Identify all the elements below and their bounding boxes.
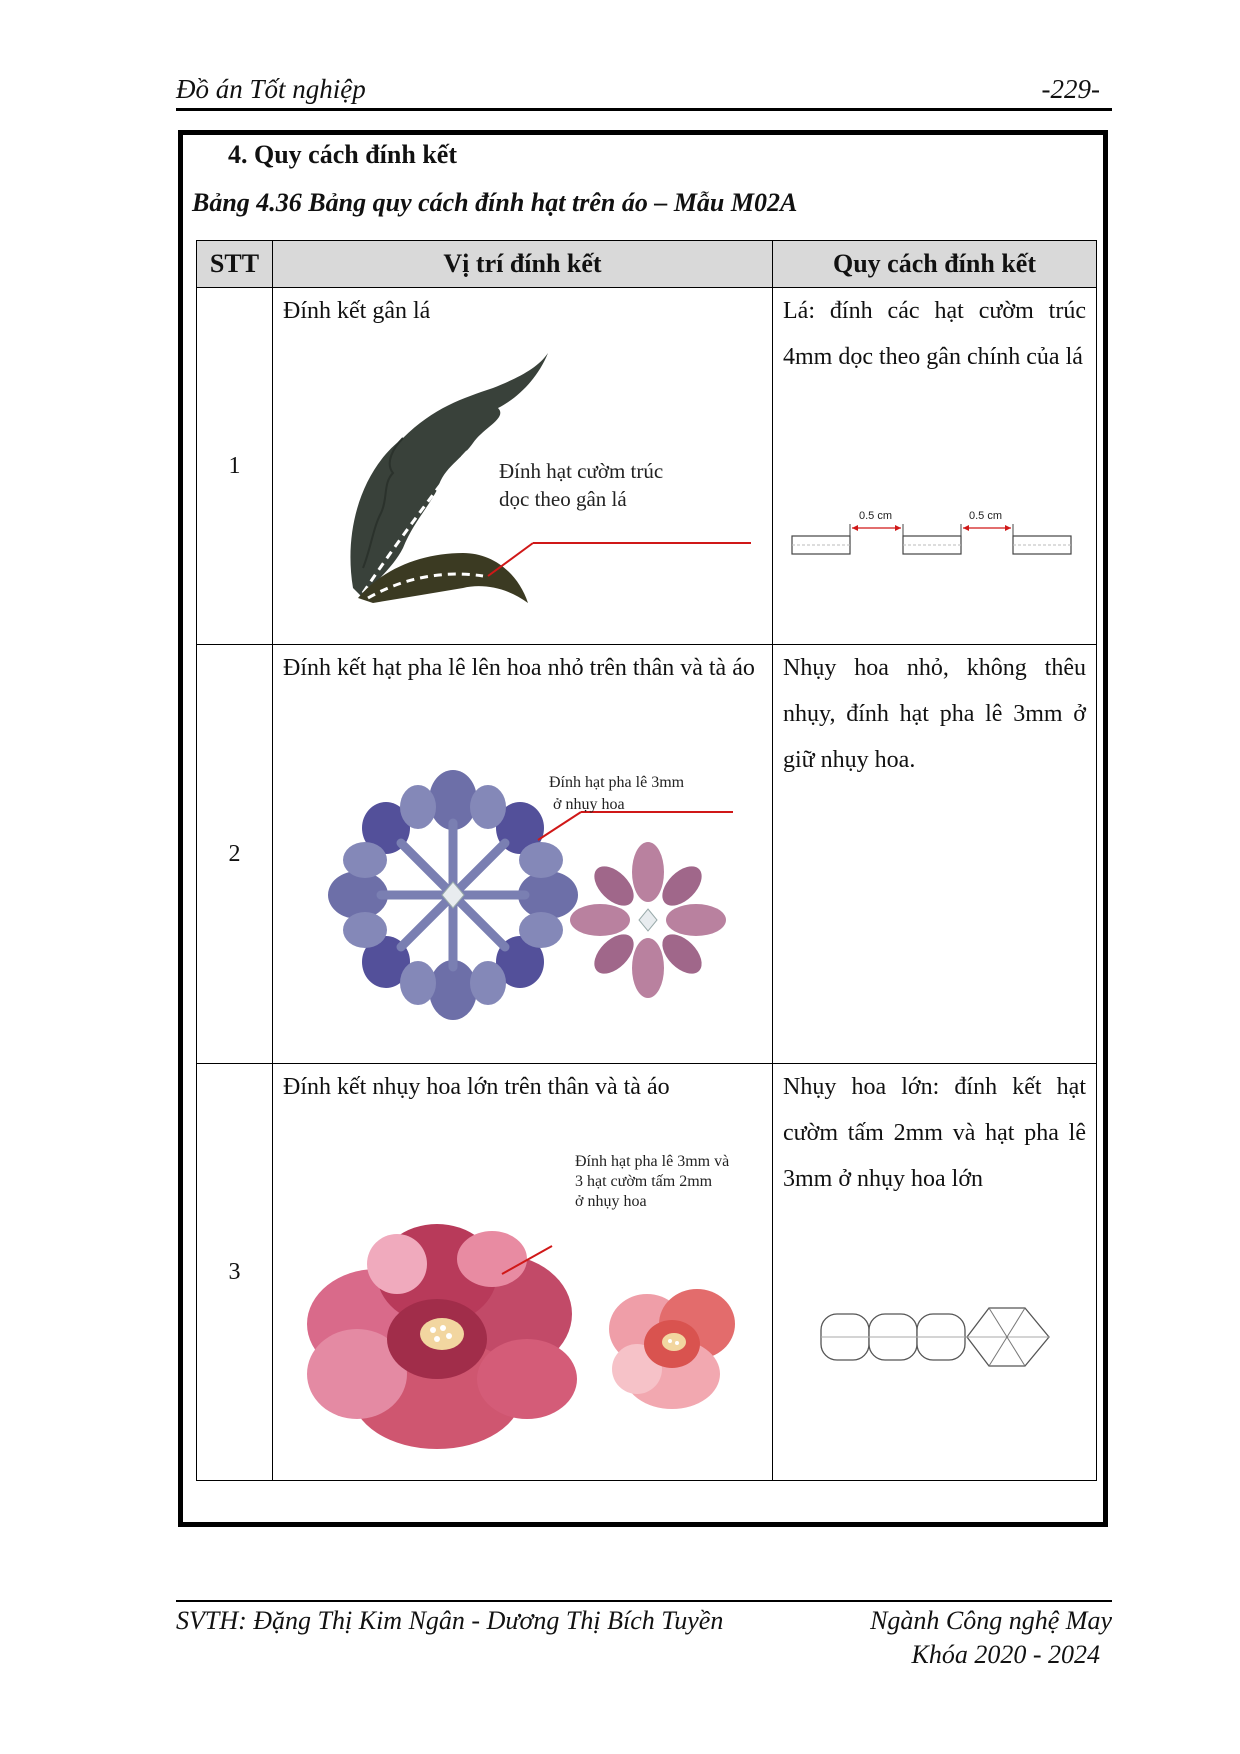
footer-major: Ngành Công nghệ May [870,1606,1112,1635]
row-position-text: Đính kết gân lá [283,298,431,324]
row-stt: 3 [197,1064,273,1481]
callout-line-1: Đính hạt cườm trúc [499,459,664,483]
row-stt: 2 [197,645,273,1064]
page-header [176,70,1112,110]
header-title: Đồ án Tốt nghiệp [176,74,366,104]
row-spec-cell [773,645,1097,1064]
callout-line-1: Đính hạt pha lê 3mm và [575,1153,730,1170]
footer-authors: SVTH: Đặng Thị Kim Ngân - Dương Thị Bích Tuyền [176,1606,724,1635]
section-title: 4. Quy cách đính kết [228,140,457,169]
table-caption: Bảng 4.36 Bảng quy cách đính hạt trên áo – Mẫu M02A [192,188,798,217]
table-row [197,645,1097,1064]
header-position: Vị trí đính kết [273,241,773,288]
small-flower-illustration [313,745,753,1055]
row-position-cell [273,1064,773,1481]
header-rule [176,108,1112,111]
callout-line-3: ở nhụy hoa [575,1193,647,1210]
row-position-text: Đính kết hạt pha lê lên hoa nhỏ trên thân và tà áo [283,655,755,681]
dimension-label-2: 0.5 cm [969,510,1003,522]
callout-line-2: dọc theo gân lá [499,487,627,511]
row-spec-text: Nhụy hoa nhỏ, không thêu nhụy, đính hạt pha lê 3mm ở giữ nhụy hoa. [783,655,1086,773]
callout-line-1: Đính hạt pha lê 3mm [549,774,685,791]
table-header-row [197,241,1097,288]
row-spec-cell [773,288,1097,645]
row-spec-text: Lá: đính các hạt cườm trúc 4mm dọc theo gân chính của lá [783,298,1086,370]
header-stt: STT [197,241,273,288]
table-row [197,288,1097,645]
table-row [197,1064,1097,1481]
header-spec: Quy cách đính kết [773,241,1097,288]
page-number: -229- [1041,74,1100,104]
large-flower-illustration [287,1204,757,1474]
callout-line-2: ở nhụy hoa [553,796,625,813]
row-spec-text: Nhụy hoa lớn: đính kết hạt cườm tấm 2mm và hạt pha lê 3mm ở nhụy hoa lớn [783,1074,1086,1192]
dimension-label-1: 0.5 cm [859,510,893,522]
footer-cohort: Khóa 2020 - 2024 [911,1640,1100,1669]
bead-strand-diagram [817,1300,1067,1370]
row-position-text: Đính kết nhụy hoa lớn trên thân và tà áo [283,1074,670,1100]
bugle-bead-spacing-diagram [787,510,1077,570]
row-position-cell [273,288,773,645]
callout-line-2: 3 hạt cườm tấm 2mm [575,1173,713,1190]
row-stt: 1 [197,288,273,645]
footer-rule [176,1600,1112,1602]
row-spec-cell [773,1064,1097,1481]
beading-spec-table [196,240,1097,1481]
row-position-cell [273,645,773,1064]
